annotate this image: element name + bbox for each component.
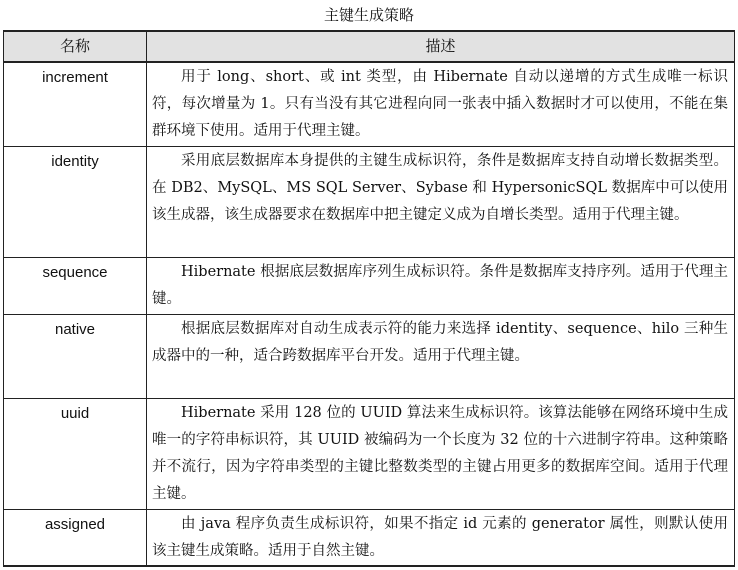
table-header-row <box>4 31 735 62</box>
strategy-description: Hibernate 采用 128 位的 UUID 算法来生成标识符。该算法能够在网络环境中生成唯一的字符串标识符，其 UUID 被编码为一个长度为 32 位的十六进制字符串。这种策略并不流行，因为字符串类型的主键比整数类型的主键占用更多的数据库空间。适用于代理主键。 <box>147 398 735 509</box>
table-row-native <box>4 314 735 398</box>
table-row-assigned <box>4 509 735 566</box>
strategy-description: 由 java 程序负责生成标识符，如果不指定 id 元素的 generator 属性，则默认使用该主键生成策略。适用于自然主键。 <box>147 509 735 566</box>
table-row-uuid <box>4 398 735 509</box>
strategy-name: uuid <box>4 398 147 509</box>
strategy-description: 采用底层数据库本身提供的主键生成标识符，条件是数据库支持自动增长数据类型。在 DB2、MySQL、MS SQL Server、Sybase 和 HypersonicSQL 数据库中可以使用该生成器，该生成器要求在数据库中把主键定义成为自增长类型。适用于代理主键。 <box>147 146 735 257</box>
strategy-description: Hibernate 根据底层数据库序列生成标识符。条件是数据库支持序列。适用于代理主键。 <box>147 257 735 314</box>
strategy-description: 用于 long、short、或 int 类型，由 Hibernate 自动以递增的方式生成唯一标识符，每次增量为 1。只有当没有其它进程向同一张表中插入数据时才可以使用，不能在集群环境下使用。适用于代理主键。 <box>147 62 735 146</box>
table-row-identity <box>4 146 735 257</box>
primary-key-strategy-table <box>3 30 735 567</box>
table-row-increment <box>4 62 735 146</box>
column-header-name: 名称 <box>4 31 147 62</box>
table-row-sequence <box>4 257 735 314</box>
strategy-name: increment <box>4 62 147 146</box>
table-caption: 主键生成策略 <box>323 6 414 24</box>
column-header-description: 描述 <box>147 31 735 62</box>
strategy-name: assigned <box>4 509 147 566</box>
strategy-name: identity <box>4 146 147 257</box>
strategy-description: 根据底层数据库对自动生成表示符的能力来选择 identity、sequence、hilo 三种生成器中的一种，适合跨数据库平台开发。适用于代理主键。 <box>147 314 735 398</box>
strategy-name: native <box>4 314 147 398</box>
strategy-name: sequence <box>4 257 147 314</box>
